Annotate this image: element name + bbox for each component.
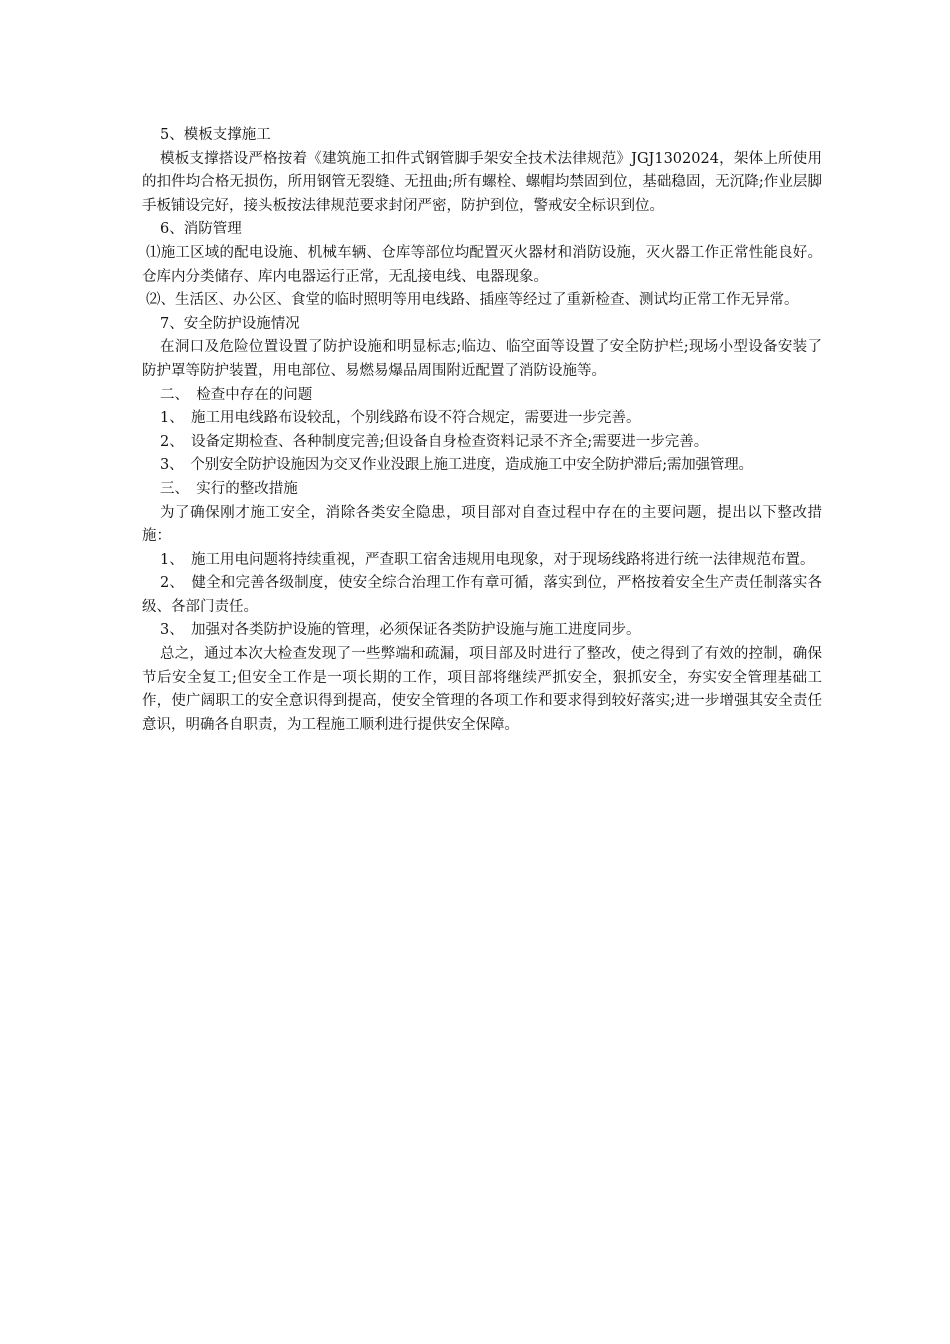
document-body bbox=[142, 124, 822, 737]
paragraph-formwork: 模板支撑搭设严格按着《建筑施工扣件式钢管脚手架安全技术法律规范》JGJ1302024，架体上所使用的扣件均合格无损伤，所用钢管无裂缝、无扭曲;所有螺栓、螺帽均禁固到位，基础稳固，无沉降;作业层脚手板铺设完好，接头板按法律规范要求封闭严密，防护到位，警戒安全标识到位。 bbox=[142, 150, 822, 214]
list-item-measure-2: 2、 健全和完善各级制度，使安全综合治理工作有章可循，落实到位，严格按着安全生产责任制落实各级、各部门责任。 bbox=[142, 575, 822, 615]
list-item-problem-1: 1、 施工用电线路布设较乱，个别线路布设不符合规定，需要进一步完善。 bbox=[160, 410, 641, 427]
paragraph-fire-2: ⑵、生活区、办公区、食堂的临时照明等用电线路、插座等经过了重新检查、测试均正常工作无异常。 bbox=[146, 292, 799, 309]
list-item-problem-2: 2、 设备定期检查、各种制度完善;但设备自身检查资料记录不齐全;需要进一步完善。 bbox=[160, 433, 709, 450]
section-heading-problems: 二、 检查中存在的问题 bbox=[160, 386, 313, 403]
paragraph-measures-intro: 为了确保刚才施工安全，消除各类安全隐患，项目部对自查过程中存在的主要问题，提出以下整改措施： bbox=[142, 504, 822, 545]
section-heading-fire: 6、消防管理 bbox=[160, 221, 242, 238]
section-heading-formwork: 5、模板支撑施工 bbox=[160, 127, 271, 143]
section-heading-measures: 三、 实行的整改措施 bbox=[160, 480, 298, 497]
section-heading-protection: 7、安全防护设施情况 bbox=[160, 315, 300, 332]
paragraph-fire-1: ⑴施工区域的配电设施、机械车辆、仓库等部位均配置灭火器材和消防设施，灭火器工作正常性能良好。仓库内分类储存、库内电器运行正常，无乱接电线、电器现象。 bbox=[142, 244, 822, 285]
paragraph-summary: 总之，通过本次大检查发现了一些弊端和疏漏，项目部及时进行了整改，使之得到了有效的控制，确保节后安全复工;但安全工作是一项长期的工作，项目部将继续严抓安全，狠抓安全，夯实安全管理基础工作，使广阔职工的安全意识得到提高，使安全管理的各项工作和要求得到较好落实;进一步增强其安全责任意识，明确各自职责，为工程施工顺利进行提供安全保障。 bbox=[142, 646, 822, 733]
list-item-measure-3: 3、 加强对各类防护设施的管理，必须保证各类防护设施与施工进度同步。 bbox=[160, 622, 641, 639]
paragraph-protection: 在洞口及危险位置设置了防护设施和明显标志;临边、临空面等设置了安全防护栏;现场小型设备安装了防护罩等防护装置，用电部位、易燃易爆品周围附近配置了消防设施等。 bbox=[142, 339, 822, 379]
list-item-measure-1: 1、 施工用电问题将持续重视，严查职工宿舍违规用电现象，对于现场线路将进行统一法律规范布置。 bbox=[160, 551, 815, 568]
list-item-problem-3: 3、 个别安全防护设施因为交叉作业没跟上施工进度，造成施工中安全防护滞后;需加强管理。 bbox=[160, 457, 753, 474]
